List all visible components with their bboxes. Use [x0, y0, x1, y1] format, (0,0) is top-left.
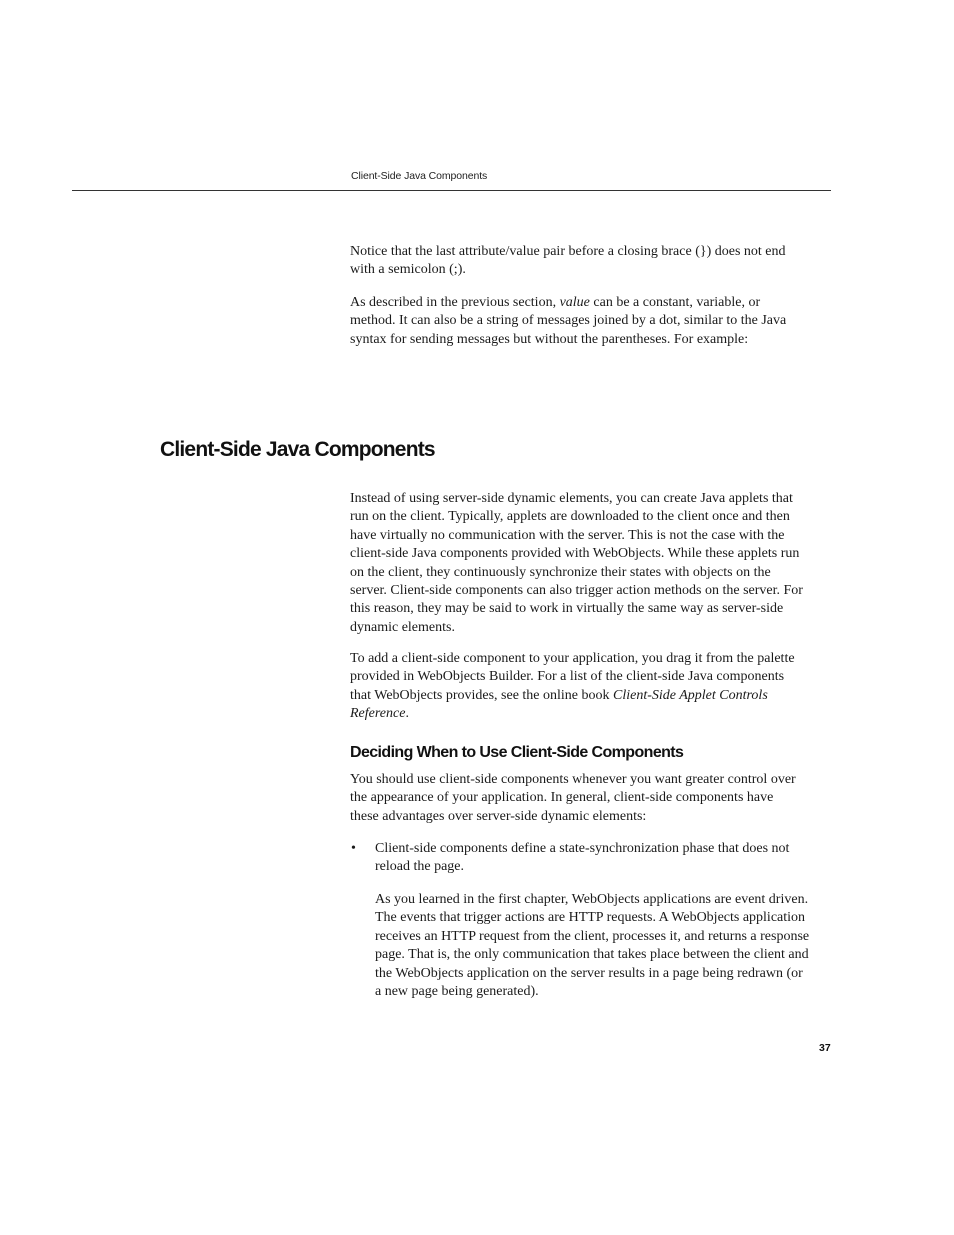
bullet-item-1 — [350, 840, 810, 877]
page-number: 37 — [819, 1042, 831, 1054]
subsection-title: Deciding When to Use Client-Side Components — [350, 744, 684, 761]
intro-paragraph-2-italic: value — [559, 295, 590, 310]
running-header: Client-Side Java Components — [351, 170, 488, 182]
section-paragraph-1 — [350, 490, 805, 637]
intro-paragraph-1 — [350, 243, 805, 280]
section-paragraph-2-italic: Client-Side Applet Controls Reference — [350, 687, 768, 722]
section-title: Client-Side Java Components — [160, 438, 435, 461]
bullet-item-1-detail: As you learned in the first chapter, WebObjects applications are event driven. The events that trigger actions are HTTP requests. A WebObjects application receives an HTTP request from the client, processes it, and returns a response page. That is, the only communication that takes place between the client and the WebObjects application on the server results in a page being redrawn (or a new page being generated). — [375, 892, 810, 1000]
intro-paragraph-2 — [350, 294, 805, 349]
section-paragraph-2 — [350, 650, 805, 724]
section-paragraph-2-pre: To add a client-side component to your application, you drag it from the palette provided in WebObjects Builder. For a list of the client-side Java components that WebObjects provides, see the online book — [350, 651, 795, 703]
bullet-icon: • — [351, 841, 356, 856]
section-paragraph-1-text: Instead of using server-side dynamic elements, you can create Java applets that run on the client. Typically, applets are downloaded to the client once and then have virtually no communication with the server. This is not the case with the client-side Java components provided with WebObjects. While these applets run on the client, they continuously synchronize their states with objects on the server. Client-side components can also trigger action methods on the server. For this reason, they may be said to work in virtually the same way as server-side dynamic elements. — [350, 491, 803, 635]
subsection-paragraph-1 — [350, 771, 805, 826]
intro-paragraph-2-post: can be a constant, variable, or method. It can also be a string of messages joined by a dot, similar to the Java syntax for sending messages but without the parentheses. For example: — [350, 295, 787, 347]
subsection-paragraph-1-text: You should use client-side components whenever you want greater control over the appearance of your application. In general, client-side components have these advantages over server-side dynamic elements: — [350, 772, 796, 824]
section-paragraph-2-post: . — [405, 706, 409, 722]
intro-paragraph-2-pre: As described in the previous section, — [350, 295, 560, 310]
bullet-item-1-text: Client-side components define a state-synchronization phase that does not reload the page. — [375, 841, 790, 875]
header-rule — [72, 190, 831, 191]
intro-paragraph-1-text: Notice that the last attribute/value pair before a closing brace (}) does not end with a semicolon (;). — [350, 244, 786, 278]
